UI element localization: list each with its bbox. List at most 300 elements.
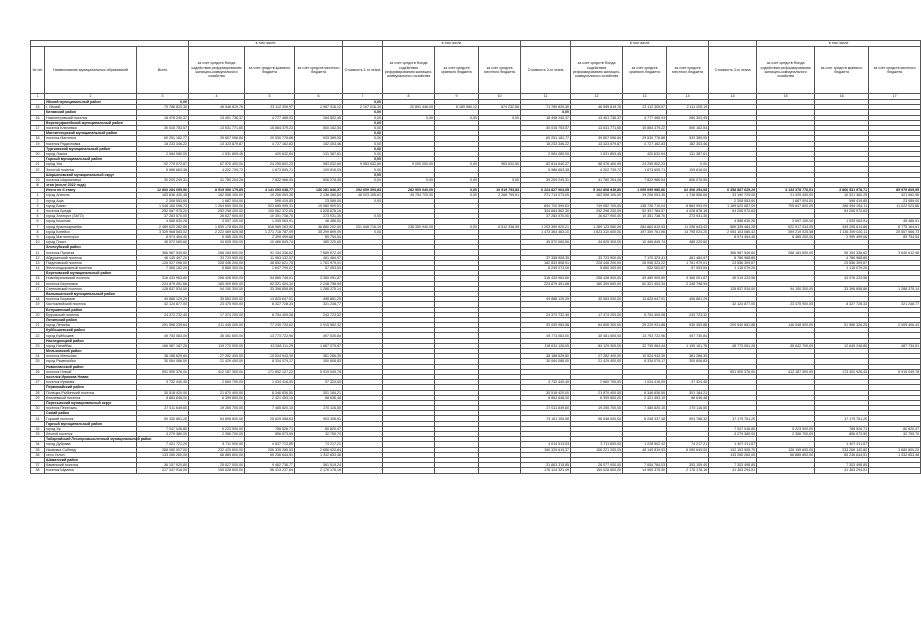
amount-cell: 159 028 600,00: [189, 468, 245, 473]
amount-cell: 6 512 336,59: [479, 224, 521, 229]
municipality-name: город Златоуст (ЗАТО): [45, 214, 137, 219]
amount-cell: 49 773 083,00: [521, 333, 571, 338]
amount-cell: 1 748 556,66: [667, 193, 709, 198]
amount-cell: 284 302,45: [667, 115, 709, 120]
amount-cell: 6 080 649,00: [667, 447, 709, 452]
amount-cell: 56 413 237,84: [245, 468, 295, 473]
amount-cell: 4 202 739,72: [189, 167, 245, 172]
amount-cell: 29 530 776,88: [623, 136, 667, 141]
amount-cell: 7 047 046,80: [709, 426, 757, 431]
amount-cell: 13 323 879,87: [571, 141, 623, 146]
amount-cell: 0,00: [343, 115, 383, 120]
column-header: за счет средств краевого бюджета: [815, 47, 869, 94]
row-index: 15: [31, 276, 45, 281]
amount-cell: 62 321 404,34: [245, 281, 295, 286]
amount-cell: 2 176 178,16: [667, 468, 709, 473]
amount-cell: 171 802 127,22: [245, 369, 295, 374]
amount-cell: 1 687 004,00: [757, 198, 815, 203]
amount-cell: 353 159,40: [667, 463, 709, 468]
amount-cell: 4 568 630,26: [137, 219, 189, 224]
row-index: 16: [31, 115, 45, 120]
amount-cell: 344 684 862,30: [521, 208, 571, 213]
municipality-name: Уйский муниципальный район: [45, 100, 137, 105]
amount-cell: 1 667 075,87: [295, 343, 343, 348]
municipality-name: Тургоякский муниципальный район: [45, 146, 137, 151]
amount-cell: 35 563 000,00: [189, 297, 245, 302]
amount-cell: 1 034 416,00: [245, 380, 295, 385]
amount-cell: 43 076 224,96: [815, 276, 869, 281]
amount-cell: 49 019 224,96: [709, 276, 757, 281]
amount-cell: 788 526,71: [245, 426, 295, 431]
amount-cell: 1 673 605,71: [623, 167, 667, 172]
amount-cell: 282 900 040,00: [383, 188, 435, 193]
amount-cell: 2 356 700,00: [189, 432, 245, 437]
amount-cell: 2 356 700,00: [757, 432, 815, 437]
amount-cell: 13 401 736,37: [571, 115, 623, 120]
amount-cell: 292 009 393,83: [343, 188, 383, 193]
amount-cell: 271 713 073,05: [521, 193, 571, 198]
municipality-name: поселок Ирякова: [45, 380, 137, 385]
amount-cell: 321 962,96: [869, 193, 921, 198]
row-index: 19: [31, 141, 45, 146]
amount-cell: 95 154 336,62: [815, 250, 869, 255]
municipality-name: Наследницкий район: [45, 338, 137, 343]
amount-cell: 0,00: [435, 177, 479, 182]
amount-cell: 1 647 799,07: [245, 266, 295, 271]
amount-cell: 10 351 738,70: [245, 214, 295, 219]
amount-cell: 0,00: [343, 214, 383, 219]
municipality-name: Вальяшинский муниципальный район: [45, 291, 137, 296]
column-header: за счет средств местного бюджета: [479, 47, 521, 94]
municipality-name: этап (после 2022 года): [45, 183, 137, 188]
amount-cell: 301 184,21: [295, 390, 343, 395]
amount-cell: 18 233 346,22: [521, 141, 571, 146]
column-header: за счет средств местного бюджета: [667, 47, 709, 94]
municipality-name: город Магнитогорск: [45, 234, 137, 239]
municipality-name: город Аша: [45, 198, 137, 203]
amount-cell: 1 005 063,91: [245, 219, 295, 224]
column-header: Всего: [137, 47, 189, 94]
amount-cell: 0,00: [343, 151, 383, 156]
amount-cell: 7 047 046,80: [137, 426, 189, 431]
amount-cell: 21 439 400,00: [757, 193, 815, 198]
amount-cell: 37 283 570,00: [137, 214, 189, 219]
amount-cell: 133 265 260,00: [137, 452, 189, 457]
amount-cell: 291 596 239,64: [137, 323, 189, 328]
amount-cell: 2 421 453,10: [623, 395, 667, 400]
amount-cell: 60 251 182,77: [137, 136, 189, 141]
amount-cell: 30 015 753,57: [521, 125, 571, 130]
column-header: за счет средств краевого бюджета: [623, 47, 667, 94]
amount-cell: 273 931,30: [667, 214, 709, 219]
row-index: 33: [31, 432, 45, 437]
amount-cell: 23 556 309,67: [709, 260, 757, 265]
amount-cell: 13 825 647,91: [623, 297, 667, 302]
amount-cell: 381 286,30: [295, 354, 343, 359]
amount-cell: 33 398 858,86: [815, 286, 869, 291]
amount-cell: 52 307 784,07: [623, 208, 667, 213]
amount-cell: 182 833 808,91: [521, 260, 571, 265]
amount-cell: 3 866 531 978,71: [815, 188, 869, 193]
amount-cell: 41 463 294,51: [709, 468, 757, 473]
amount-cell: 17 179 751,20: [815, 416, 869, 421]
municipality-name: город Дубрава: [45, 442, 137, 447]
amount-cell: 11 963 132,57: [245, 255, 295, 260]
amount-cell: 49 888 129,29: [137, 297, 189, 302]
amount-cell: 71 789 820,30: [521, 105, 571, 110]
amount-cell: 88 636,48: [667, 395, 709, 400]
amount-cell: 497 530,84: [295, 333, 343, 338]
amount-cell: 10 466 845,74: [245, 240, 295, 245]
amount-cell: 162 558 100,00: [189, 193, 245, 198]
amount-cell: 361 519,24: [295, 463, 343, 468]
amount-cell: 3 711 800,00: [571, 442, 623, 447]
amount-cell: 0,00: [343, 141, 383, 146]
amount-cell: 0,00: [435, 115, 479, 120]
amount-cell: 0,00: [343, 146, 383, 151]
row-index: 35: [31, 447, 45, 452]
amount-cell: 57 053,53: [295, 266, 343, 271]
amount-cell: 4 202 739,72: [571, 167, 623, 172]
municipality-name: Ленинский район: [45, 317, 137, 322]
amount-cell: 201 648 716,19: [343, 224, 383, 229]
amount-cell: 8 327 728,33: [815, 302, 869, 307]
amount-cell: 23 112 309,97: [245, 105, 295, 110]
municipality-name: город Ложна: [45, 151, 137, 156]
municipality-name: Железнодорожный поселок: [45, 266, 137, 271]
amount-cell: 3 133 378 776,01: [757, 188, 815, 193]
amount-cell: 0,00: [667, 162, 709, 167]
municipality-name: город Пласт: [45, 240, 137, 245]
amount-cell: 500 162,54: [295, 125, 343, 130]
amount-cell: 224 879 491,68: [521, 281, 571, 286]
amount-cell: 70 786 820,30: [137, 105, 189, 110]
row-index: 38: [31, 468, 45, 473]
amount-cell: 21 870 400,00: [189, 390, 245, 395]
amount-cell: 24 372 732,40: [137, 312, 189, 317]
amount-cell: 11 296 643,42: [667, 224, 709, 229]
amount-cell: 49 888 129,29: [521, 297, 571, 302]
row-index: 34: [31, 442, 45, 447]
group-header: в том числе: [383, 41, 521, 47]
amount-cell: 33 723 900,00: [189, 255, 245, 260]
amount-cell: 598 419,85: [815, 198, 869, 203]
amount-cell: 0,00: [343, 198, 383, 203]
amount-cell: 301 184,21: [667, 390, 709, 395]
amount-cell: 23 089,00: [295, 198, 343, 203]
amount-cell: 273 931,30: [295, 214, 343, 219]
row-index: 12: [31, 255, 45, 260]
amount-cell: 33 190 729,00: [709, 193, 757, 198]
amount-cell: 7 689 672,40: [295, 250, 343, 255]
amount-cell: 65 256 644,51: [245, 452, 295, 457]
municipality-name: поселок Палатка: [45, 250, 137, 255]
row-index: 25: [31, 359, 45, 364]
amount-cell: 10 466 845,74: [623, 240, 667, 245]
municipality-name: Чистоклюйский поселок: [45, 302, 137, 307]
amount-cell: 4 727 162,83: [245, 141, 295, 146]
amount-cell: 3 680 800,20: [869, 447, 921, 452]
municipality-name: Новоберезовский поселок: [45, 276, 137, 281]
row-index: 26: [31, 369, 45, 374]
amount-cell: 100 562 372,05: [245, 208, 295, 213]
column-number: 1: [31, 94, 45, 100]
amount-cell: 268 183 600,00: [189, 250, 245, 255]
amount-cell: 7 421 721,20: [137, 442, 189, 447]
row-index: 32: [31, 426, 45, 431]
amount-cell: 1 116 079,20: [709, 266, 757, 271]
amount-cell: 5 102 808 949,80: [571, 188, 623, 193]
amount-cell: 1 531 809,45: [189, 151, 245, 156]
municipality-name: поселок Радионовка: [45, 141, 137, 146]
municipality-name: Злотоуйский район: [45, 245, 137, 250]
column-number: 14: [667, 94, 709, 100]
amount-cell: 28 098 323,22: [623, 260, 667, 265]
amount-cell: 39 807 056,84: [189, 136, 245, 141]
amount-cell: 74 217,21: [295, 442, 343, 447]
amount-cell: 2 248 798,94: [667, 281, 709, 286]
row-index: 17: [31, 286, 45, 291]
amount-cell: 54 206 973,63: [709, 208, 757, 213]
amount-cell: 48 773 061,26: [709, 343, 757, 348]
column-header: за счет средств местного бюджета: [295, 47, 343, 94]
amount-cell: 2 107 016,30: [343, 105, 383, 110]
municipality-name: поселок Ширьяновка: [45, 177, 137, 182]
amount-cell: 91 154 336,62: [245, 250, 295, 255]
row-index: 5: [31, 214, 45, 219]
amount-cell: 38 188 629,60: [521, 354, 571, 359]
row-index: 16: [31, 281, 45, 286]
amount-cell: 0,00: [343, 157, 383, 162]
amount-cell: 0,00: [343, 167, 383, 172]
amount-cell: 2 176 178,16: [295, 468, 343, 473]
amount-cell: 2 111 205,19: [667, 105, 709, 110]
amount-cell: 1 473 364 463,10: [521, 229, 571, 234]
amount-cell: 1 136 399 020,11: [815, 229, 869, 234]
amount-cell: 606 078,55: [295, 177, 343, 182]
amount-cell: 983 532,60: [295, 162, 343, 167]
amount-cell: 3 597 100,00: [189, 219, 245, 224]
row-index: 23: [31, 177, 45, 182]
amount-cell: 106 221 200,00: [571, 447, 623, 452]
amount-cell: 28 077 000,00: [571, 463, 623, 468]
amount-cell: 3 329 968 083,02: [137, 229, 189, 234]
amount-cell: 1 673 605,71: [245, 167, 295, 172]
municipality-name: село Уклон: [45, 452, 137, 457]
amount-cell: 118 034 126,05: [521, 343, 571, 348]
amount-cell: 1 407 211,67: [815, 442, 869, 447]
amount-cell: 284 864 819,93: [623, 224, 667, 229]
amount-cell: 788 526,71: [815, 426, 869, 431]
amount-cell: 0,00: [383, 115, 435, 120]
amount-cell: 109 816,00: [295, 167, 343, 172]
amount-cell: 183 836 430,48: [137, 193, 189, 198]
amount-cell: 10 524 943,30: [245, 354, 295, 359]
column-number: 5: [245, 94, 295, 100]
amount-cell: 1 203 399 520,21: [521, 224, 571, 229]
amount-cell: 8 327 728,33: [245, 302, 295, 307]
amount-cell: 3 365 991,87: [295, 276, 343, 281]
amount-cell: 11 022 023,86: [869, 203, 921, 208]
amount-cell: 128 837 534,00: [709, 286, 757, 291]
amount-cell: 258 428 900,00: [571, 276, 623, 281]
municipality-name: Пируновский поселок: [45, 260, 137, 265]
row-index: 13: [31, 260, 45, 265]
municipality-name: Катавский район: [45, 110, 137, 115]
row-index: 31: [31, 416, 45, 421]
amount-cell: 243 723,32: [295, 312, 343, 317]
amount-cell: 25 627 000,00: [189, 463, 245, 468]
column-number: 2: [45, 94, 137, 100]
amount-cell: 2 421 453,10: [245, 395, 295, 400]
amount-cell: 0,00: [521, 110, 571, 115]
row-index: 23: [31, 343, 45, 348]
amount-cell: 381 286,30: [667, 354, 709, 359]
amount-cell: 8 775 164,61: [869, 224, 921, 229]
amount-cell: 8 863 648,00: [521, 395, 571, 400]
row-index: 18: [31, 297, 45, 302]
amount-cell: 368 080 007,00: [137, 447, 189, 452]
amount-cell: 17 179 751,20: [709, 416, 757, 421]
amount-cell: 19 206 053,35: [245, 193, 295, 198]
amount-cell: 3 597 100,00: [757, 219, 815, 224]
row-index: 6: [31, 219, 45, 224]
amount-cell: 162 558 100,00: [571, 193, 623, 198]
row-index: 19: [31, 302, 45, 307]
amount-cell: 37 324,40: [667, 380, 709, 385]
amount-cell: 51 986 326,25: [815, 323, 869, 328]
amount-cell: 6 358 887 629,29: [709, 188, 757, 193]
amount-cell: 56 048 000,00: [571, 416, 623, 421]
amount-cell: 9 000 000,00: [383, 162, 435, 167]
amount-cell: 6 485 200,00: [757, 234, 815, 239]
amount-cell: 64 696 600,00: [189, 416, 245, 421]
amount-cell: 37 283 570,00: [521, 214, 571, 219]
amount-cell: 233 268 142,80: [815, 447, 869, 452]
amount-cell: 0,00: [137, 100, 189, 105]
amount-cell: 5 986 663,38: [137, 167, 189, 172]
municipality-name: поселок Магнитка: [45, 136, 137, 141]
amount-cell: 0,00: [479, 177, 521, 182]
amount-cell: 74 217,21: [667, 442, 709, 447]
amount-cell: 217 347 916,00: [137, 468, 189, 473]
amount-cell: 30 518 420,00: [521, 390, 571, 395]
municipality-name: поселок Новый: [45, 369, 137, 374]
row-index: 1: [31, 193, 45, 198]
amount-cell: 498 881,29: [667, 297, 709, 302]
amount-cell: 349 295 814,86: [815, 224, 869, 229]
amount-cell: 1 271 718 787,09: [245, 229, 295, 234]
column-number: 14: [709, 94, 757, 100]
amount-cell: 485 220,60: [667, 240, 709, 245]
amount-cell: 933 389,05: [667, 136, 709, 141]
municipality-name: город Ржавозойск: [45, 359, 137, 364]
amount-cell: 8 346 836,50: [245, 390, 295, 395]
amount-cell: 1 116 079,20: [815, 266, 869, 271]
amount-cell: 7 170 323,41: [623, 255, 667, 260]
amount-cell: 77 235 733,62: [245, 323, 295, 328]
amount-cell: 13 631 771,60: [189, 125, 245, 130]
municipality-name: поселок Бирюзов: [45, 297, 137, 302]
amount-cell: 37 324,40: [295, 380, 343, 385]
row-index: 7: [31, 224, 45, 229]
municipality-name: Новоеланский район: [45, 364, 137, 369]
amount-cell: 45 754 720,00: [383, 193, 435, 198]
amount-cell: 2 005 406,43: [869, 323, 921, 328]
amount-cell: 300 608,83: [295, 359, 343, 364]
row-index: 22: [31, 167, 45, 172]
amount-cell: 126 199 600,00: [757, 447, 815, 452]
amount-cell: 3 279 389,00: [137, 432, 189, 437]
amount-cell: 32 759,70: [869, 432, 921, 437]
amount-cell: 228 446 200,00: [189, 260, 245, 265]
amount-cell: 48 149 819,93: [623, 447, 667, 452]
amount-cell: 0,00: [479, 115, 521, 120]
amount-cell: 3 732 440,40: [521, 380, 571, 385]
amount-cell: 39 807 056,84: [571, 136, 623, 141]
column-header: Стоимость 3-го этапа: [709, 47, 757, 94]
amount-cell: 66 885 800,00: [757, 452, 815, 457]
table-row: [31, 468, 921, 473]
municipality-name: Синий район: [45, 411, 137, 416]
column-number: 13: [623, 94, 667, 100]
column-number: 6: [295, 94, 343, 100]
amount-cell: 498 881,29: [295, 297, 343, 302]
amount-cell: 412 187 300,00: [757, 369, 815, 374]
amount-cell: 6 485 200,00: [189, 234, 245, 239]
municipality-name: город Бакал: [45, 203, 137, 208]
amount-cell: 48 023 155,61: [343, 193, 383, 198]
amount-cell: 32 124 877,00: [137, 302, 189, 307]
row-index: 24: [31, 354, 45, 359]
amount-cell: 286 954 264,11: [815, 203, 869, 208]
amount-cell: 5 223 900,00: [757, 426, 815, 431]
municipality-name: поселок Ирякова Новая: [45, 374, 137, 379]
amount-cell: 211 445 200,00: [189, 323, 245, 328]
row-index: 21: [31, 162, 45, 167]
amount-cell: 34 625 300,00: [571, 240, 623, 245]
amount-cell: 1 228 502,42: [623, 442, 667, 447]
amount-cell: 45 572 060,60: [137, 240, 189, 245]
amount-cell: 749 082 700,00: [571, 203, 623, 208]
amount-cell: 5 919 049,78: [869, 369, 921, 374]
amount-cell: 0,00: [435, 193, 479, 198]
amount-cell: 20 507 566,73: [869, 229, 921, 234]
column-header: Стоимость 2-го этапа: [521, 47, 571, 94]
amount-cell: 33 723 900,00: [571, 255, 623, 260]
amount-cell: 13 773 722,96: [245, 333, 295, 338]
amount-cell: 232 420 800,00: [189, 447, 245, 452]
amount-cell: 176 124 321,49: [521, 468, 571, 473]
amount-cell: 258 428 900,00: [189, 276, 245, 281]
amount-cell: 19 980 900,51: [295, 203, 343, 208]
amount-cell: 32 759,70: [295, 432, 343, 437]
amount-cell: 8 334 079,17: [245, 359, 295, 364]
amount-cell: 49 489 909,89: [623, 276, 667, 281]
row-index: 2: [31, 198, 45, 203]
amount-cell: 1 531 809,45: [571, 151, 623, 156]
amount-cell: 73 151 105,08: [521, 416, 571, 421]
amount-cell: 1 332 653,48: [295, 452, 343, 457]
amount-cell: 0,00: [435, 224, 479, 229]
amount-cell: 2 308 553,60: [137, 198, 189, 203]
amount-cell: [343, 468, 383, 473]
amount-cell: 268 183 600,00: [757, 250, 815, 255]
amount-cell: 13 631 771,60: [571, 125, 623, 130]
municipality-name: город Копейск: [45, 229, 137, 234]
amount-cell: 82 814 640,27: [521, 162, 571, 167]
amount-cell: 25 629 458,63: [245, 416, 295, 421]
